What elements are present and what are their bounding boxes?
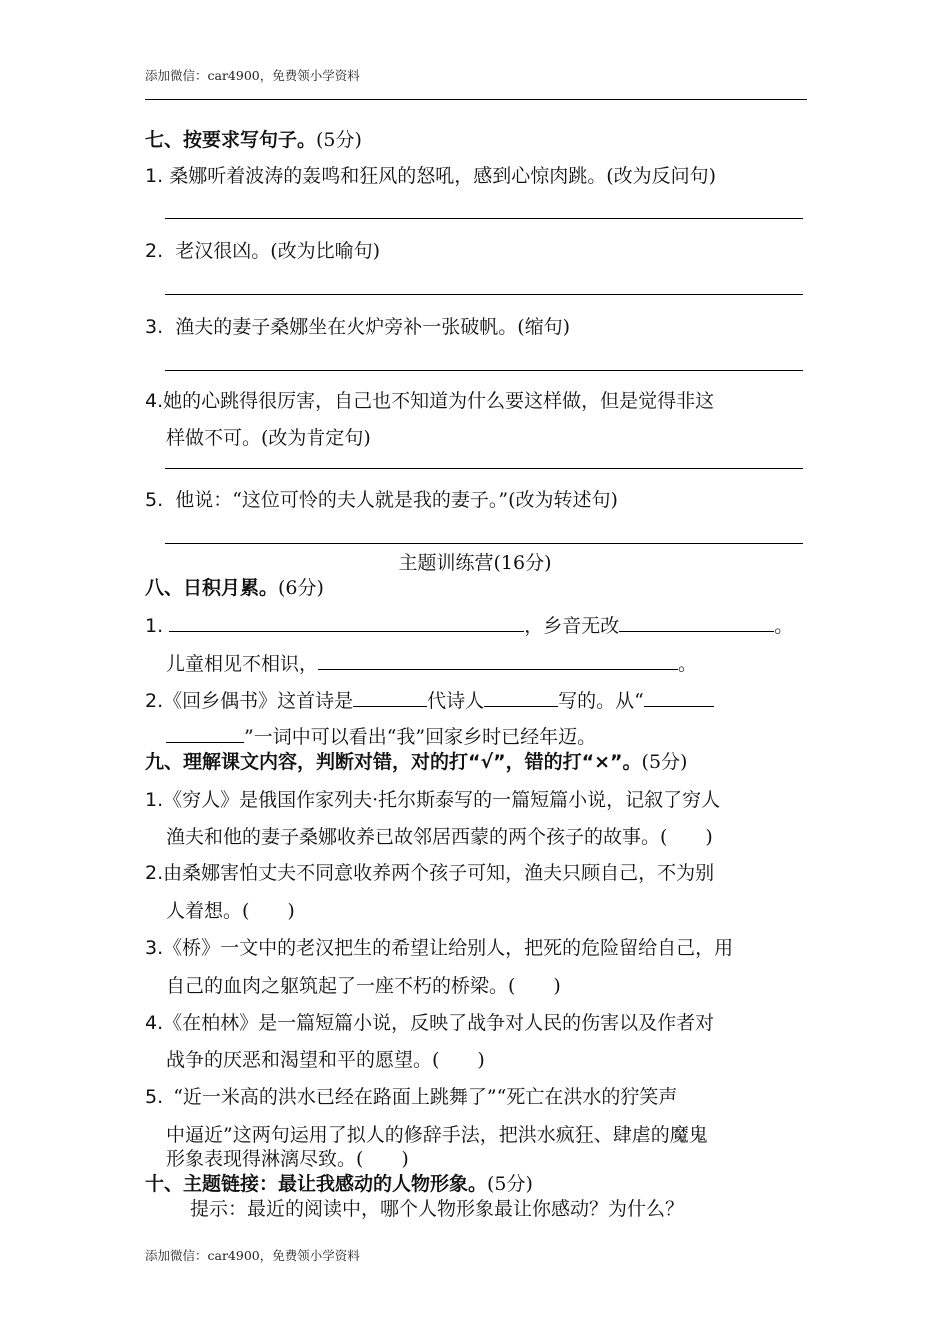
section-8-title-text: 八、日积月累。 <box>145 577 279 599</box>
s7-q2 <box>145 236 380 263</box>
s9-q3-line2: 自己的血肉之躯筑起了一座不朽的桥梁。( ) <box>166 975 561 997</box>
section-7-points: (5分) <box>316 129 362 151</box>
s8-q1-blank-1[interactable] <box>169 613 524 632</box>
s7-q5-answer-line[interactable] <box>165 543 803 544</box>
s9-q1-line2: 渔夫和他的妻子桑娜收养已故邻居西蒙的两个孩子的故事。( ) <box>166 826 713 848</box>
s7-q4-line1: 她的心跳得很厉害，自己也不知道为什么要这样做，但是觉得非这 <box>163 390 715 412</box>
s9-q3-number: 3. <box>145 937 164 959</box>
section-10-points: (5分) <box>487 1173 533 1195</box>
s7-q3 <box>145 312 570 339</box>
s9-q3 <box>145 933 733 960</box>
s8-q1-line2-text: 儿童相见不相识， <box>166 653 319 675</box>
s8-q2-number: 2. <box>145 690 164 712</box>
s7-q4-answer-line[interactable] <box>165 468 803 469</box>
s8-q2-blank-word-2[interactable] <box>166 724 244 743</box>
s8-q1 <box>145 611 793 638</box>
s9-q4-line1: 《在柏林》是一篇短篇小说，反映了战争对人民的伤害以及作者对 <box>163 1012 715 1034</box>
s9-q2-number: 2. <box>145 862 164 884</box>
s7-q4 <box>145 386 714 413</box>
s9-q4-number: 4. <box>145 1012 164 1034</box>
s8-q1-number: 1. <box>145 615 164 637</box>
s7-q5-text: 他说：“这位可怜的夫人就是我的妻子。”(改为转述句) <box>175 489 618 511</box>
section-8-title <box>145 573 324 600</box>
s8-q1-mid: ，乡音无改 <box>524 615 620 637</box>
s8-q2-blank-poet[interactable] <box>484 688 558 707</box>
s7-q5-number: 5. <box>145 489 164 511</box>
s9-q1 <box>145 785 720 812</box>
s8-q1-line2-end: 。 <box>678 653 698 675</box>
s8-q1-end: 。 <box>774 615 794 637</box>
s7-q2-answer-line[interactable] <box>165 294 803 295</box>
s8-q2 <box>145 686 714 713</box>
section-9-points: (5分) <box>641 751 688 773</box>
s8-q2-d: ”一词中可以看出“我”回家乡时已经年迈。 <box>244 726 597 748</box>
header-rule <box>145 99 807 100</box>
s7-q2-text: 老汉很凶。(改为比喻句) <box>175 240 381 262</box>
s9-q4 <box>145 1008 714 1035</box>
s7-q3-answer-line[interactable] <box>165 370 803 371</box>
s7-q4-number: 4. <box>145 390 164 412</box>
section-7-title <box>145 125 362 152</box>
s8-q2-c: 写的。从“ <box>558 690 644 712</box>
page-footer: 添加微信：car4900，免费领小学资料 <box>145 1248 360 1263</box>
s9-q2 <box>145 858 714 885</box>
s9-q3-line1: 《桥》一文中的老汉把生的希望让给别人，把死的危险留给自己，用 <box>163 937 734 959</box>
section-9-title-text: 九、理解课文内容，判断对错，对的打“√”，错的打“×”。 <box>145 751 642 773</box>
s7-q1 <box>145 161 716 188</box>
s7-q4-line2: 样做不可。(改为肯定句) <box>166 427 371 449</box>
section-8-points: (6分) <box>278 577 324 599</box>
s8-q1-line2 <box>166 649 697 676</box>
s8-q2-b: 代诗人 <box>427 690 485 712</box>
section-9-title <box>145 747 687 774</box>
s9-q2-line1: 由桑娜害怕丈夫不同意收养两个孩子可知，渔夫只顾自己，不为别 <box>163 862 715 884</box>
s8-q2-blank-word-1[interactable] <box>644 688 714 707</box>
s7-q1-answer-line[interactable] <box>165 218 803 219</box>
s9-q2-line2: 人着想。( ) <box>166 900 295 922</box>
s8-q2-line2 <box>166 722 596 749</box>
s8-q2-blank-dynasty[interactable] <box>353 688 427 707</box>
section-10-hint: 提示：最近的阅读中，哪个人物形象最让你感动？为什么？ <box>190 1198 685 1220</box>
page-header: 添加微信：car4900，免费领小学资料 <box>145 68 360 83</box>
s8-q1-blank-2[interactable] <box>619 613 774 632</box>
s7-q3-text: 渔夫的妻子桑娜坐在火炉旁补一张破帆。(缩句) <box>175 316 571 338</box>
s9-q5-line3: 形象表现得淋漓尽致。( ) <box>166 1148 409 1170</box>
section-10-title-text: 十、主题链接：最让我感动的人物形象。 <box>145 1173 488 1195</box>
s9-q5-line2: 中逼近”这两句运用了拟人的修辞手法，把洪水疯狂、肆虐的魔鬼 <box>166 1124 708 1146</box>
s7-q2-number: 2. <box>145 240 164 262</box>
s9-q4-line2: 战争的厌恶和渴望和平的愿望。( ) <box>166 1049 485 1071</box>
s9-q5-number: 5. <box>145 1086 164 1108</box>
s9-q1-number: 1. <box>145 789 164 811</box>
section-10-title <box>145 1169 533 1196</box>
s9-q5-line1: “近一米高的洪水已经在路面上跳舞了”“死亡在洪水的狞笑声 <box>173 1086 678 1108</box>
s8-q1-blank-3[interactable] <box>318 651 678 670</box>
s8-q2-a: 《回乡偶书》这首诗是 <box>163 690 354 712</box>
s7-q1-number: 1. <box>145 165 164 187</box>
s9-q5 <box>145 1082 677 1109</box>
s7-q5 <box>145 485 618 512</box>
section-7-title-text: 七、按要求写句子。 <box>145 129 317 151</box>
s7-q1-text: 桑娜听着波涛的轰鸣和狂风的怒吼，感到心惊肉跳。(改为反问句) <box>169 165 717 187</box>
theme-camp-title: 主题训练营(16分) <box>398 552 552 574</box>
s7-q3-number: 3. <box>145 316 164 338</box>
s9-q1-line1: 《穷人》是俄国作家列夫·托尔斯泰写的一篇短篇小说，记叙了穷人 <box>163 789 721 811</box>
